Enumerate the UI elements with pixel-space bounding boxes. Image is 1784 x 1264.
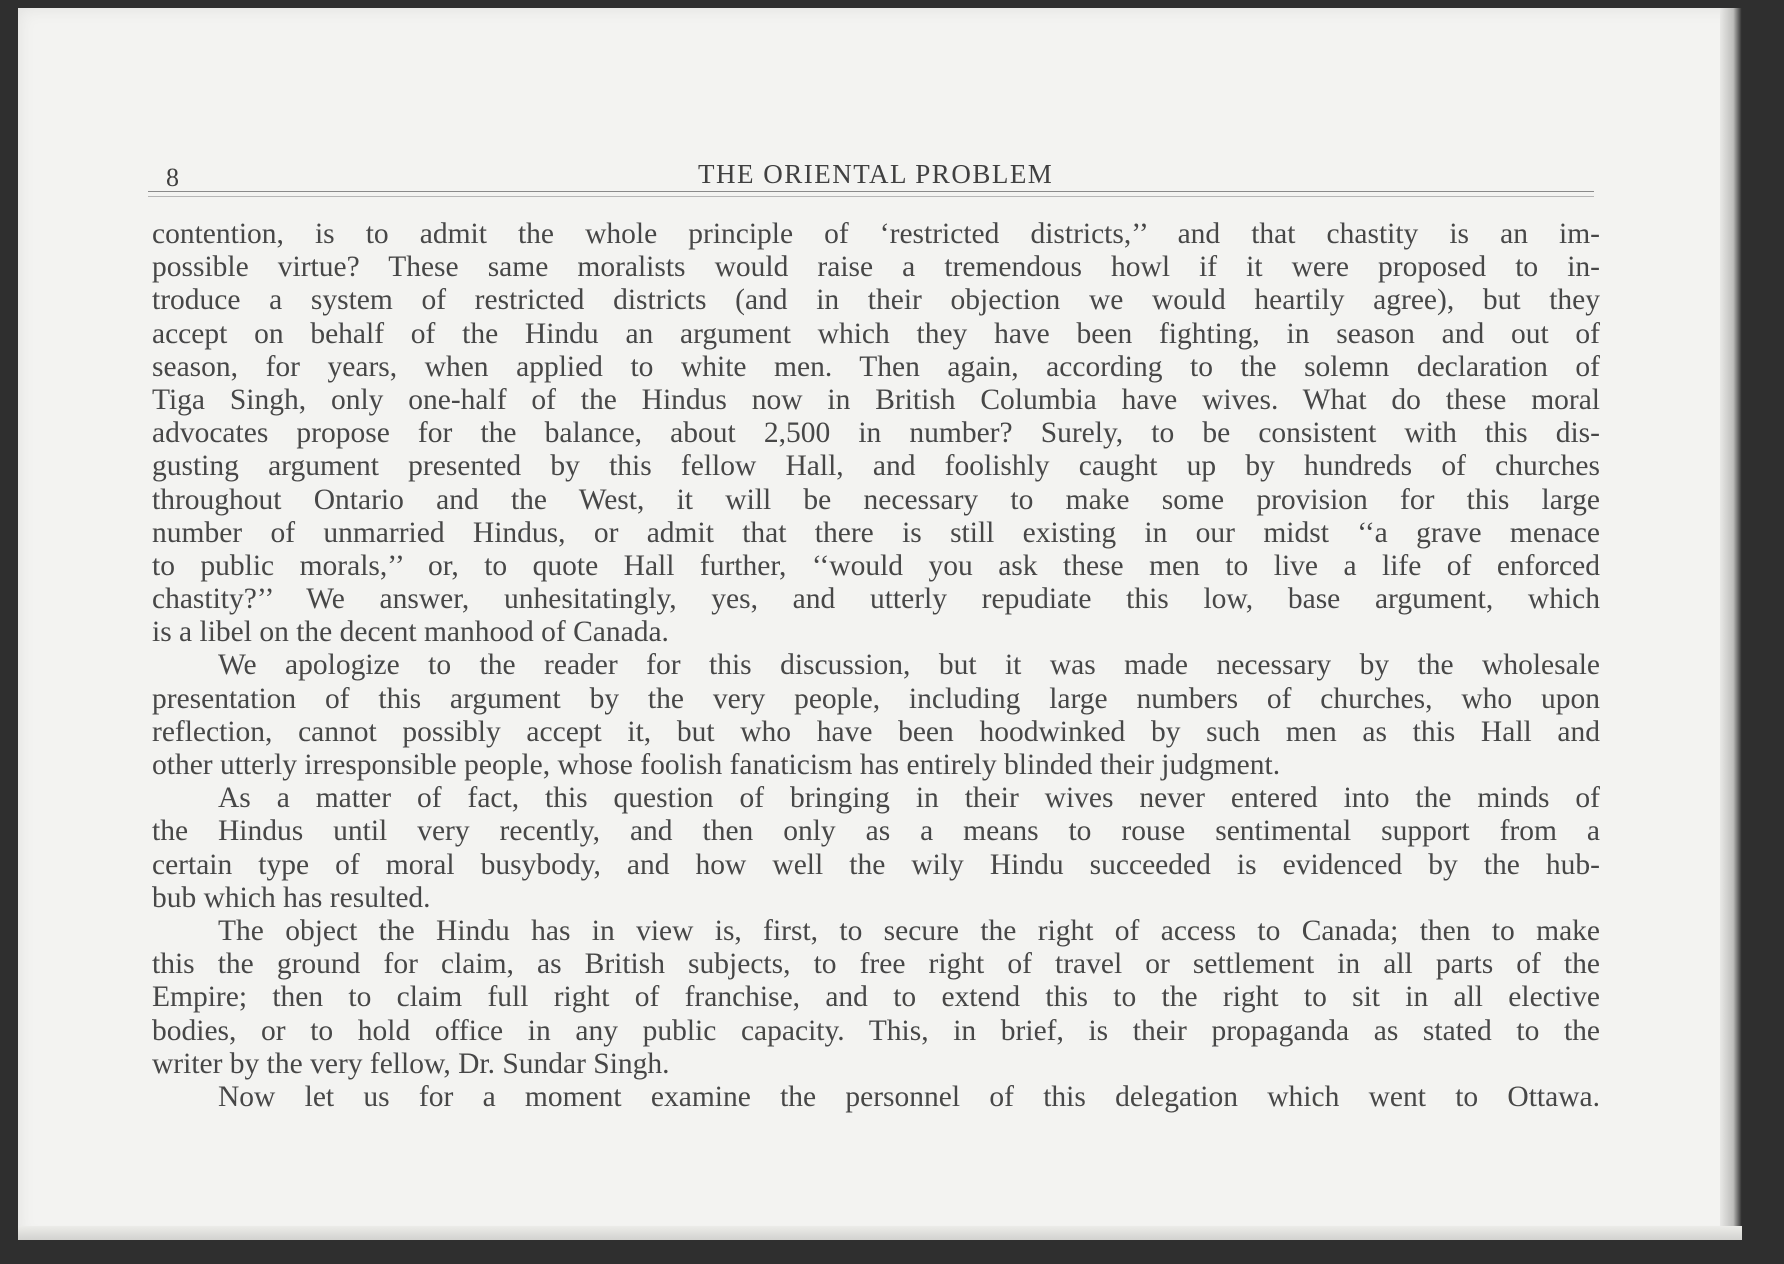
text-line: Now let us for a moment examine the personnel of this delegation which went to Ottawa. [218, 1080, 1600, 1113]
page-gutter-shadow [1720, 8, 1742, 1240]
text-line: bodies, or to hold office in any public capacity. This, in brief, is their propaganda as stated to the [152, 1014, 1600, 1047]
text-line: Empire; then to claim full right of franchise, and to extend this to the right to sit in all elective [152, 981, 1600, 1014]
text-line: accept on behalf of the Hindu an argument which they have been fighting, in season and out of [152, 317, 1600, 350]
text-line: writer by the very fellow, Dr. Sundar Singh. [152, 1047, 670, 1080]
text-line: advocates propose for the balance, about 2,500 in number? Surely, to be consistent with this dis- [152, 417, 1600, 450]
book-page [18, 8, 1742, 1240]
text-line: The object the Hindu has in view is, first, to secure the right of access to Canada; then to make [218, 914, 1600, 947]
text-line: possible virtue? These same moralists would raise a tremendous howl if it were proposed to in- [152, 251, 1600, 284]
page-bottom-edge [18, 1226, 1742, 1240]
body-text [152, 218, 1600, 1114]
text-line: to public morals,’’ or, to quote Hall further, ‘‘would you ask these men to live a life of enforced [152, 549, 1600, 582]
header-rule [148, 191, 1594, 192]
text-line: other utterly irresponsible people, whose foolish fanaticism has entirely blinded their judgment. [152, 749, 1281, 781]
running-title: THE ORIENTAL PROBLEM [698, 159, 1054, 189]
text-line: the Hindus until very recently, and then only as a means to rouse sentimental support from a [152, 815, 1600, 848]
text-line: Tiga Singh, only one-half of the Hindus now in British Columbia have wives. What do these moral [152, 383, 1600, 416]
text-line: throughout Ontario and the West, it will be necessary to make some provision for this large [152, 483, 1600, 516]
text-line: is a libel on the decent manhood of Canada. [152, 616, 669, 649]
text-line: gusting argument presented by this fellow Hall, and foolishly caught up by hundreds of churches [152, 450, 1600, 483]
text-line: contention, is to admit the whole principle of ‘restricted districts,’’ and that chastity is an im- [152, 218, 1600, 250]
text-line: We apologize to the reader for this discussion, but it was made necessary by the wholesale [218, 649, 1600, 682]
text-line: season, for years, when applied to white men. Then again, according to the solemn declaration of [152, 350, 1600, 383]
text-line: number of unmarried Hindus, or admit that there is still existing in our midst ‘‘a grave menace [152, 516, 1600, 549]
text-line: this the ground for claim, as British subjects, to free right of travel or settlement in all parts of the [152, 948, 1600, 981]
text-line: reflection, cannot possibly accept it, but who have been hoodwinked by such men as this Hall and [152, 715, 1600, 748]
text-line: presentation of this argument by the very people, including large numbers of churches, who upon [152, 682, 1600, 715]
header-rule-secondary [148, 196, 1594, 197]
text-line: chastity?’’ We answer, unhesitatingly, yes, and utterly repudiate this low, base argument, which [152, 583, 1600, 616]
page-number: 8 [166, 163, 180, 192]
text-line: As a matter of fact, this question of bringing in their wives never entered into the minds of [218, 782, 1600, 815]
text-line: bub which has resulted. [152, 881, 431, 914]
running-head [148, 155, 1598, 195]
text-line: certain type of moral busybody, and how well the wily Hindu succeeded is evidenced by the hub- [152, 848, 1600, 881]
text-line: troduce a system of restricted districts (and in their objection we would heartily agree), but they [152, 284, 1600, 317]
